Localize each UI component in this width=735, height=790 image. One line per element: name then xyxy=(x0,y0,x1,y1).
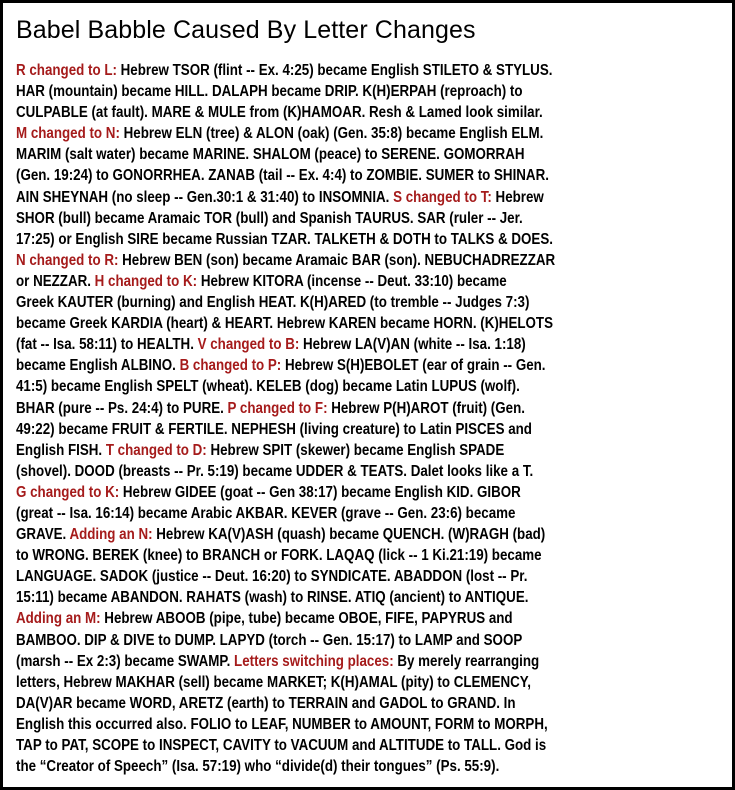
text-line xyxy=(16,334,726,355)
text-segment: GRAVE. xyxy=(16,526,70,544)
text-segment: (Gen. 19:24) to GONORRHEA. ZANAB (tail -- Ex. 4:4) to ZOMBIE. SUMER to SHINAR. xyxy=(16,167,549,185)
text-segment: By merely rearranging xyxy=(393,652,540,670)
text-segment: Greek KAUTER (burning) and English HEAT. K(H)ARED (to tremble -- Judges 7:3) xyxy=(16,294,530,312)
section-heading: P changed to F: xyxy=(227,399,328,417)
text-line xyxy=(16,524,726,545)
text-segment: 41:5) became English SPELT (wheat). KELEB (dog) became Latin LUPUS (wolf). xyxy=(16,378,520,396)
text-line xyxy=(16,208,726,229)
text-line xyxy=(16,651,726,672)
body-text xyxy=(16,60,726,777)
text-line xyxy=(16,81,726,102)
text-segment: (marsh -- Ex 2:3) became SWAMP. xyxy=(16,652,235,670)
section-heading: Letters switching places: xyxy=(234,652,394,670)
text-line xyxy=(16,398,726,419)
text-segment: Hebrew P(H)AROT (fruit) (Gen. xyxy=(327,399,525,417)
text-segment: Hebrew SPIT (skewer) became English SPADE xyxy=(206,441,505,459)
section-heading: G changed to K: xyxy=(16,483,120,501)
text-line xyxy=(16,271,726,292)
text-segment: BAMBOO. DIP & DIVE to DUMP. LAPYD (torch -- Gen. 15:17) to LAMP and SOOP xyxy=(16,631,523,649)
text-segment: Hebrew TSOR (flint -- Ex. 4:25) became English STILETO & STYLUS. xyxy=(116,62,553,79)
section-heading: Adding an M: xyxy=(16,610,101,628)
text-segment: Hebrew GIDEE (goat -- Gen 38:17) became English KID. GIBOR xyxy=(119,483,521,501)
text-segment: DA(V)AR became WORD, ARETZ (earth) to TERRAIN and GADOL to GRAND. In xyxy=(16,694,516,712)
text-line xyxy=(16,123,726,144)
text-segment: Hebrew xyxy=(491,188,544,206)
section-heading: N changed to R: xyxy=(16,251,119,269)
text-segment: 49:22) became FRUIT & FERTILE. NEPHESH (living creature) to Latin PISCES and xyxy=(16,420,532,438)
text-line xyxy=(16,229,726,250)
text-line xyxy=(16,102,726,123)
text-segment: (shovel). DOOD (breasts -- Pr. 5:19) became UDDER & TEATS. Dalet looks like a T. xyxy=(16,462,534,480)
text-segment: LANGUAGE. SADOK (justice -- Deut. 16:20) to SYNDICATE. ABADDON (lost -- Pr. xyxy=(16,568,528,586)
text-line xyxy=(16,419,726,440)
text-segment: or NEZZAR. xyxy=(16,272,95,290)
section-heading: T changed to D: xyxy=(105,441,207,459)
text-segment: SHOR (bull) became Aramaic TOR (bull) and Spanish TAURUS. SAR (ruler -- Jer. xyxy=(16,209,523,227)
text-line xyxy=(16,144,726,165)
text-segment: 15:11) became ABANDON. RAHATS (wash) to RINSE. ATIQ (ancient) to ANTIQUE. xyxy=(16,589,529,607)
text-segment: Hebrew LA(V)AN (white -- Isa. 1:18) xyxy=(299,336,526,354)
text-line xyxy=(16,693,726,714)
page-title: Babel Babble Caused By Letter Changes xyxy=(16,16,476,44)
section-heading: R changed to L: xyxy=(16,62,117,79)
text-line xyxy=(16,376,726,397)
text-line xyxy=(16,587,726,608)
text-line xyxy=(16,566,726,587)
text-line xyxy=(16,735,726,756)
text-line xyxy=(16,503,726,524)
text-line xyxy=(16,292,726,313)
text-line xyxy=(16,60,726,81)
text-line xyxy=(16,313,726,334)
text-line xyxy=(16,482,726,503)
text-segment: to WRONG. BEREK (knee) to BRANCH or FORK. LAQAQ (lick -- 1 Ki.21:19) became xyxy=(16,547,542,565)
text-segment: became Greek KARDIA (heart) & HEART. Hebrew KAREN became HORN. (K)HELOTS xyxy=(16,315,553,333)
text-segment: 17:25) or English SIRE became Russian TZAR. TALKETH & DOTH to TALKS & DOES. xyxy=(16,230,553,248)
text-line xyxy=(16,165,726,186)
text-line xyxy=(16,250,726,271)
text-segment: English this occurred also. FOLIO to LEAF, NUMBER to AMOUNT, FORM to MORPH, xyxy=(16,715,548,733)
text-line xyxy=(16,672,726,693)
text-line xyxy=(16,756,726,777)
text-segment: AIN SHEYNAH (no sleep -- Gen.30:1 & 31:40) to INSOMNIA. xyxy=(16,188,394,206)
section-heading: H changed to K: xyxy=(94,272,198,290)
text-line xyxy=(16,187,726,208)
text-segment: Hebrew ABOOB (pipe, tube) became OBOE, FIFE, PAPYRUS and xyxy=(100,610,513,628)
text-segment: CULPABLE (at fault). MARE & MULE from (K)HAMOAR. Resh & Lamed look similar. xyxy=(16,104,543,122)
text-line xyxy=(16,630,726,651)
text-segment: HAR (mountain) became HILL. DALAPH became DRIP. K(H)ERPAH (reproach) to xyxy=(16,83,523,101)
text-line xyxy=(16,714,726,735)
section-heading: S changed to T: xyxy=(393,188,492,206)
text-segment: letters, Hebrew MAKHAR (sell) became MARKET; K(H)AMAL (pity) to CLEMENCY, xyxy=(16,673,531,691)
text-segment: the “Creator of Speech” (Isa. 57:19) who “divide(d) their tongues” (Ps. 55:9). xyxy=(16,758,500,776)
section-heading: M changed to N: xyxy=(16,125,120,143)
text-line xyxy=(16,545,726,566)
section-heading: V changed to B: xyxy=(197,336,300,354)
text-segment: Hebrew KA(V)ASH (quash) became QUENCH. (W)RAGH (bad) xyxy=(152,526,546,544)
text-segment: TAP to PAT, SCOPE to INSPECT, CAVITY to VACUUM and ALTITUDE to TALL. God is xyxy=(16,737,547,754)
text-segment: Hebrew BEN (son) became Aramaic BAR (son). NEBUCHADREZZAR xyxy=(118,251,556,269)
text-segment: (fat -- Isa. 58:11) to HEALTH. xyxy=(16,336,198,354)
text-segment: became English ALBINO. xyxy=(16,357,180,375)
text-line xyxy=(16,355,726,376)
section-heading: Adding an N: xyxy=(69,526,153,544)
text-segment: English FISH. xyxy=(16,441,106,459)
text-segment: Hebrew S(H)EBOLET (ear of grain -- Gen. xyxy=(281,357,546,375)
text-segment: Hebrew KITORA (incense -- Deut. 33:10) became xyxy=(197,272,507,290)
text-segment: (great -- Isa. 16:14) became Arabic AKBAR. KEVER (grave -- Gen. 23:6) became xyxy=(16,504,516,522)
section-heading: B changed to P: xyxy=(179,357,282,375)
text-segment: MARIM (salt water) became MARINE. SHALOM (peace) to SERENE. GOMORRAH xyxy=(16,146,525,164)
text-segment: BHAR (pure -- Ps. 24:4) to PURE. xyxy=(16,399,228,417)
text-line xyxy=(16,440,726,461)
text-segment: Hebrew ELN (tree) & ALON (oak) (Gen. 35:8) became English ELM. xyxy=(119,125,544,143)
text-line xyxy=(16,461,726,482)
text-line xyxy=(16,608,726,629)
